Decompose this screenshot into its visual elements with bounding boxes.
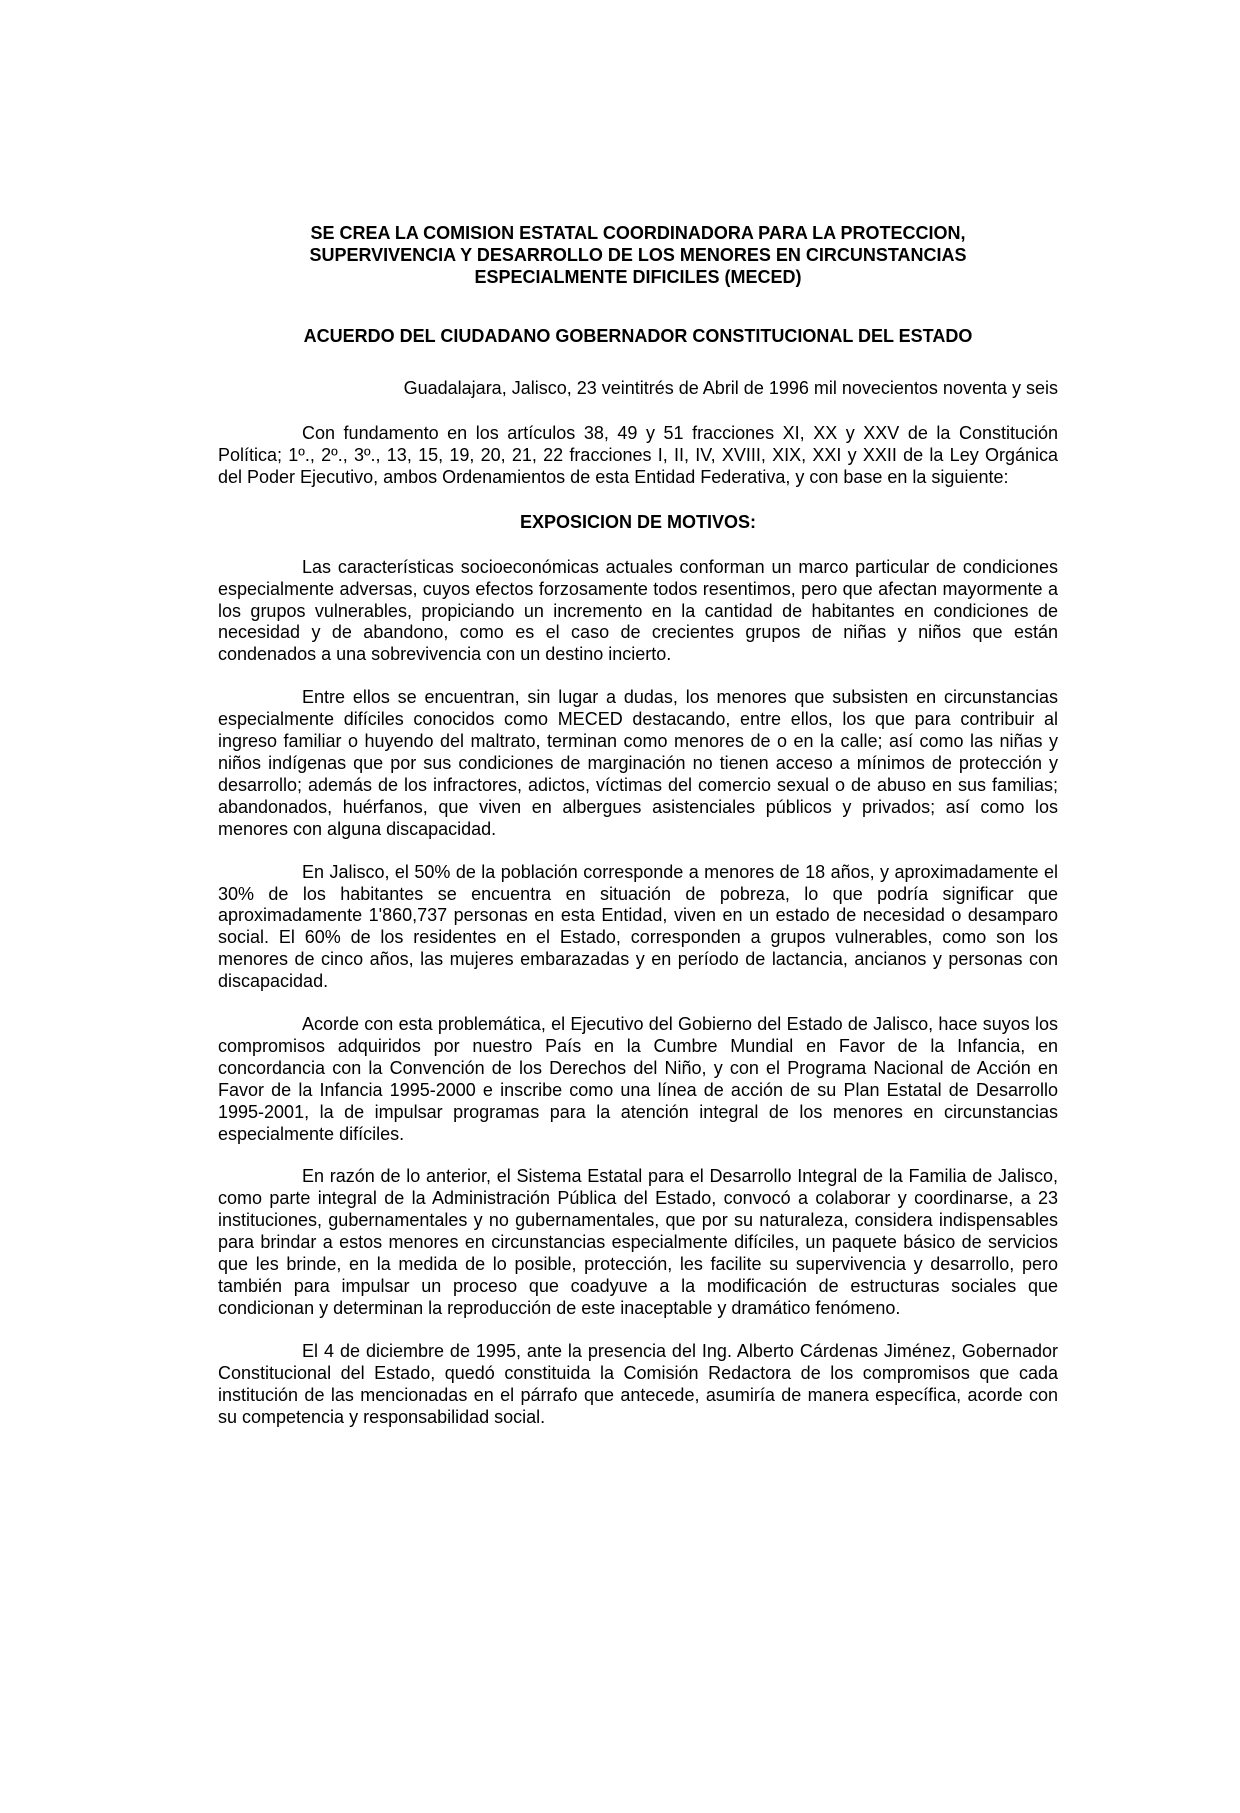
body-paragraph: El 4 de diciembre de 1995, ante la presencia del Ing. Alberto Cárdenas Jiménez, Gobernador Constitucional del Estado, quedó constituida la Comisión Redactora de los compromisos que cada institución de las mencionadas en el párrafo que antecede, asumiría de manera específica, acorde con su competencia y responsabilidad social.	[218, 1340, 1058, 1427]
body-paragraph: Acorde con esta problemática, el Ejecutivo del Gobierno del Estado de Jalisco, hace suyos los compromisos adquiridos por nuestro País en la Cumbre Mundial en Favor de la Infancia, en concordancia con la Convención de los Derechos del Niño, y con el Programa Nacional de Acción en Favor de la Infancia 1995-2000 e inscribe como una línea de acción de su Plan Estatal de Desarrollo 1995-2001, la de impulsar programas para la atención integral de los menores en circunstancias especialmente difíciles.	[218, 1014, 1058, 1144]
body-paragraph: Las características socioeconómicas actuales conforman un marco particular de condiciones especialmente adversas, cuyos efectos forzosamente todos resentimos, pero que afectan mayormente a los grupos vulnerables, propiciando un incremento en la cantidad de habitantes en condiciones de necesidad y de abandono, como es el caso de crecientes grupos de niñas y niños que están condenados a una sobrevivencia con un destino incierto.	[218, 556, 1058, 665]
section-heading: EXPOSICION DE MOTIVOS:	[519, 511, 757, 532]
title-line: SUPERVIVENCIA Y DESARROLLO DE LOS MENORES EN CIRCUNSTANCIAS	[309, 245, 967, 265]
body-paragraph: Entre ellos se encuentran, sin lugar a dudas, los menores que subsisten en circunstancias especialmente difíciles conocidos como MECED destacando, entre ellos, los que para contribuir al ingreso familiar o huyendo del maltrato, terminan como menores de o en la calle; así como las niñas y niños indígenas que por sus condiciones de marginación no tienen acceso a mínimos de protección y desarrollo; además de los infractores, adictos, víctimas del comercio sexual o de abuso en sus familias; abandonados, huérfanos, que viven en albergues asistenciales públicos y privados; así como los menores con alguna discapacidad.	[218, 687, 1058, 839]
document-title	[218, 222, 1058, 288]
body-paragraph: En Jalisco, el 50% de la población corresponde a menores de 18 años, y aproximadamente el 30% de los habitantes se encuentra en situación de pobreza, lo que podría significar que aproximadamente 1'860,737 personas en esta Entidad, viven en un estado de necesidad o desamparo social. El 60% de los residentes en el Estado, corresponden a grupos vulnerables, como son los menores de cinco años, las mujeres embarazadas y en período de lactancia, ancianos y personas con discapacidad.	[218, 861, 1058, 992]
document-page	[218, 222, 1058, 1428]
title-line: SE CREA LA COMISION ESTATAL COORDINADORA PARA LA PROTECCION,	[310, 223, 966, 243]
body-paragraph: En razón de lo anterior, el Sistema Estatal para el Desarrollo Integral de la Familia de Jalisco, como parte integral de la Administración Pública del Estado, convocó a colaborar y coordinarse, a 23 instituciones, gubernamentales y no gubernamentales, que por su naturaleza, considera indispensables para brindar a estos menores en circunstancias especialmente difíciles, un paquete básico de servicios que les brinde, en la medida de lo posible, protección, les facilite su supervivencia y desarrollo, pero también para impulsar un proceso que coadyuve a la modificación de estructuras sociales que condicionan y determinan la reproducción de este inaceptable y dramático fenómeno.	[218, 1166, 1058, 1318]
intro-paragraph: Con fundamento en los artículos 38, 49 y 51 fracciones XI, XX y XXV de la Constitución Política; 1º., 2º., 3º., 13, 15, 19, 20, 21, 22 fracciones I, II, IV, XVIII, XIX, XXI y XXII de la Ley Orgánica del Poder Ejecutivo, ambos Ordenamientos de esta Entidad Federativa, y con base en la siguiente:	[218, 423, 1058, 487]
document-subtitle: ACUERDO DEL CIUDADANO GOBERNADOR CONSTITUCIONAL DEL ESTADO	[303, 326, 973, 346]
dateline: Guadalajara, Jalisco, 23 veintitrés de Abril de 1996 mil novecientos noventa y seis	[403, 378, 1058, 398]
title-line: ESPECIALMENTE DIFICILES (MECED)	[474, 267, 802, 287]
